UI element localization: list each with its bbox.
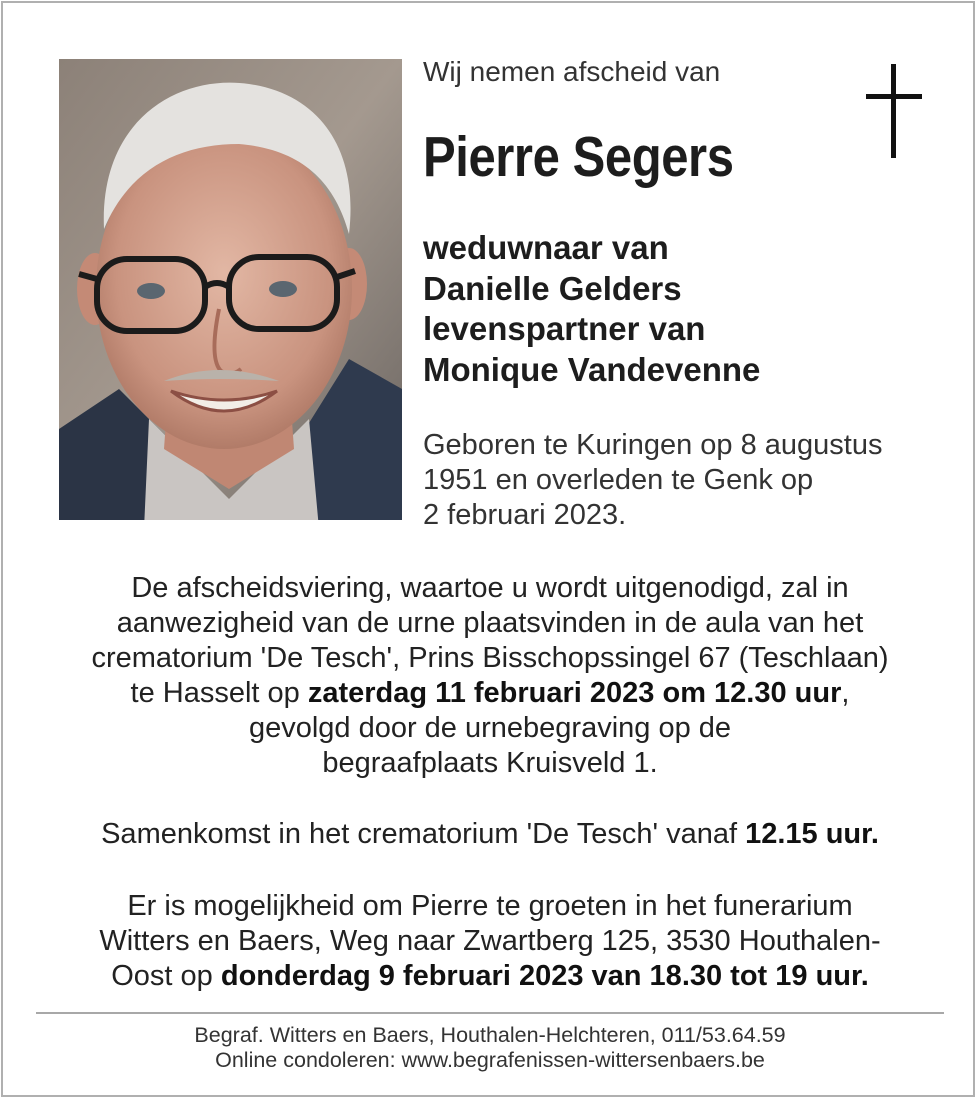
- born-line: 2 februari 2023.: [423, 499, 627, 531]
- visitation-paragraph: [40, 889, 940, 994]
- ceremony-line: begraafplaats Kruisveld 1.: [322, 747, 658, 779]
- relations-block: [423, 228, 760, 390]
- portrait-photo: [59, 59, 402, 520]
- gathering-time: 12.15 uur.: [745, 818, 879, 850]
- ceremony-line: De afscheidsviering, waartoe u wordt uitgenodigd, zal in: [131, 572, 849, 604]
- ceremony-line: crematorium 'De Tesch', Prins Bisschopssingel 67 (Teschlaan): [91, 642, 889, 674]
- intro-text: Wij nemen afscheid van: [423, 56, 721, 87]
- birth-death-block: [423, 428, 883, 533]
- relation-line: Danielle Gelders: [423, 269, 682, 307]
- deceased-name: Pierre Segers: [423, 125, 734, 189]
- footer-divider: [36, 1012, 944, 1014]
- funeral-home-line: Begraf. Witters en Baers, Houthalen-Helchteren, 011/53.64.59: [194, 1023, 786, 1047]
- ceremony-line: aanwezigheid van de urne plaatsvinden in de aula van het: [116, 607, 864, 639]
- gathering-paragraph: [40, 817, 940, 852]
- cross-icon: [866, 64, 922, 158]
- relation-line: Monique Vandevenne: [423, 350, 761, 388]
- ceremony-date: zaterdag 11 februari 2023 om 12.30 uur: [307, 677, 842, 709]
- condolence-line: Online condoleren: www.begrafenissen-wittersenbaers.be: [215, 1048, 765, 1072]
- visitation-date: donderdag 9 februari 2023 van 18.30 tot 19 uur.: [220, 960, 869, 992]
- ceremony-line: gevolgd door de urnebegraving op de: [248, 712, 732, 744]
- visitation-line: Witters en Baers, Weg naar Zwartberg 125, 3530 Houthalen-: [99, 925, 881, 957]
- relation-line: weduwnaar van: [423, 229, 669, 266]
- visitation-line: [40, 959, 940, 994]
- visitation-line: Er is mogelijkheid om Pierre te groeten in het funerarium: [127, 890, 853, 922]
- footer: [40, 1023, 940, 1073]
- ceremony-line: [40, 676, 940, 711]
- ceremony-text: te Hasselt op: [130, 677, 308, 709]
- ceremony-paragraph: [40, 571, 940, 781]
- gathering-line: [40, 817, 940, 852]
- relation-line: levenspartner van: [423, 310, 706, 347]
- born-line: Geboren te Kuringen op 8 augustus: [423, 429, 883, 461]
- born-line: 1951 en overleden te Genk op: [423, 464, 814, 496]
- gathering-text: Samenkomst in het crematorium 'De Tesch' vanaf: [101, 818, 746, 850]
- visitation-text: Oost op: [111, 960, 221, 992]
- ceremony-text: ,: [841, 677, 850, 709]
